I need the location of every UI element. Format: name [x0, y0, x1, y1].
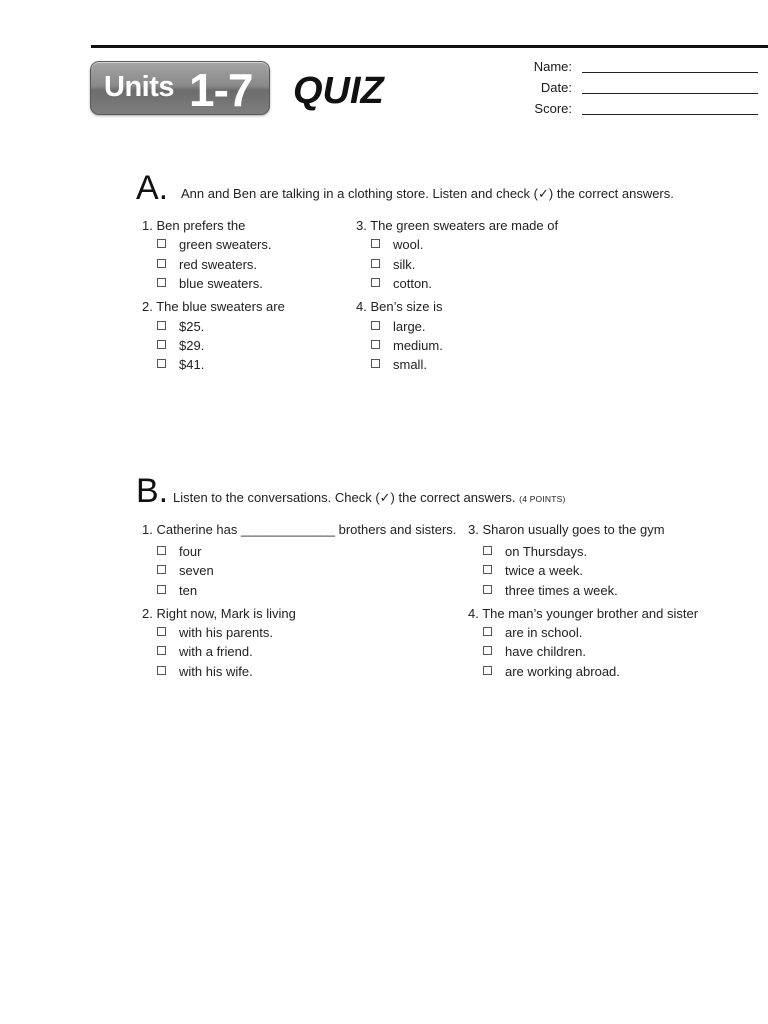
option-label: three times a week. — [505, 583, 618, 598]
checkbox[interactable] — [371, 321, 380, 330]
option-label: with a friend. — [179, 644, 253, 659]
checkbox[interactable] — [157, 278, 166, 287]
option-label: have children. — [505, 644, 586, 659]
option-label: large. — [393, 319, 426, 334]
checkbox[interactable] — [371, 359, 380, 368]
option-label: small. — [393, 357, 427, 372]
units-badge — [90, 61, 270, 115]
section-b-letter: B. — [136, 472, 169, 510]
checkbox[interactable] — [157, 666, 166, 675]
option-label: seven — [179, 563, 214, 578]
option-label: ten — [179, 583, 198, 598]
option-label: wool. — [393, 237, 424, 252]
date-field[interactable] — [520, 80, 760, 98]
question-a4 — [356, 299, 443, 372]
checkbox[interactable] — [483, 585, 492, 594]
date-line[interactable] — [582, 93, 758, 94]
section-b-instruction — [173, 490, 566, 506]
question-text: 3. Sharon usually goes to the gym — [468, 522, 665, 537]
question-text: 2. Right now, Mark is living — [142, 606, 296, 621]
checkbox[interactable] — [371, 259, 380, 268]
checkbox[interactable] — [483, 627, 492, 636]
section-b-instruction-text: Listen to the conversations. Check (✓) the correct answers. — [173, 490, 516, 505]
top-rule — [91, 45, 768, 48]
section-a-instruction: Ann and Ben are talking in a clothing store. Listen and check (✓) the correct answers. — [181, 186, 674, 201]
name-field[interactable] — [520, 59, 760, 77]
checkbox[interactable] — [157, 359, 166, 368]
checkbox[interactable] — [483, 565, 492, 574]
question-b4 — [468, 606, 699, 679]
score-line[interactable] — [582, 114, 758, 115]
option-label: blue sweaters. — [179, 276, 263, 291]
option-label: silk. — [393, 257, 416, 272]
checkbox[interactable] — [157, 239, 166, 248]
question-a2 — [142, 299, 285, 372]
question-text: 4. Ben’s size is — [356, 299, 443, 314]
checkbox[interactable] — [157, 565, 166, 574]
option-label: $25. — [179, 319, 205, 334]
checkbox[interactable] — [483, 646, 492, 655]
question-b2 — [142, 606, 296, 679]
checkbox[interactable] — [157, 646, 166, 655]
checkbox[interactable] — [483, 546, 492, 555]
option-label: medium. — [393, 338, 443, 353]
option-label: green sweaters. — [179, 237, 272, 252]
checkbox[interactable] — [371, 239, 380, 248]
checkbox[interactable] — [157, 340, 166, 349]
score-field[interactable] — [520, 101, 760, 119]
checkbox[interactable] — [157, 585, 166, 594]
score-label: Score: — [534, 101, 572, 116]
page-title: QUIZ — [293, 70, 384, 112]
checkbox[interactable] — [371, 340, 380, 349]
units-range: 1-7 — [189, 64, 253, 116]
question-text: 1. Ben prefers the — [142, 218, 246, 233]
checkbox[interactable] — [157, 259, 166, 268]
checkbox[interactable] — [483, 666, 492, 675]
question-text: 3. The green sweaters are made of — [356, 218, 559, 233]
question-b1 — [142, 522, 457, 598]
section-a-letter: A. — [136, 169, 169, 207]
question-text: 4. The man’s younger brother and sister — [468, 606, 699, 621]
option-label: are in school. — [505, 625, 583, 640]
points-label: (4 POINTS) — [519, 494, 566, 504]
option-label: twice a week. — [505, 563, 584, 578]
question-text: 2. The blue sweaters are — [142, 299, 285, 314]
option-label: on Thursdays. — [505, 544, 588, 559]
option-label: with his wife. — [179, 664, 253, 679]
name-label: Name: — [533, 59, 572, 74]
question-a3 — [356, 218, 559, 291]
option-label: red sweaters. — [179, 257, 258, 272]
option-label: $41. — [179, 357, 205, 372]
option-label: $29. — [179, 338, 205, 353]
option-label: with his parents. — [179, 625, 273, 640]
option-label: are working abroad. — [505, 664, 620, 679]
units-word: Units — [104, 71, 174, 103]
question-b3 — [468, 522, 665, 598]
checkbox[interactable] — [157, 546, 166, 555]
checkbox[interactable] — [371, 278, 380, 287]
question-text: 1. Catherine has _____________ brothers and sisters. — [142, 522, 457, 537]
checkbox[interactable] — [157, 627, 166, 636]
option-label: cotton. — [393, 276, 433, 291]
checkbox[interactable] — [157, 321, 166, 330]
option-label: four — [179, 544, 202, 559]
name-line[interactable] — [582, 72, 758, 73]
question-a1 — [142, 218, 272, 291]
date-label: Date: — [540, 80, 572, 95]
